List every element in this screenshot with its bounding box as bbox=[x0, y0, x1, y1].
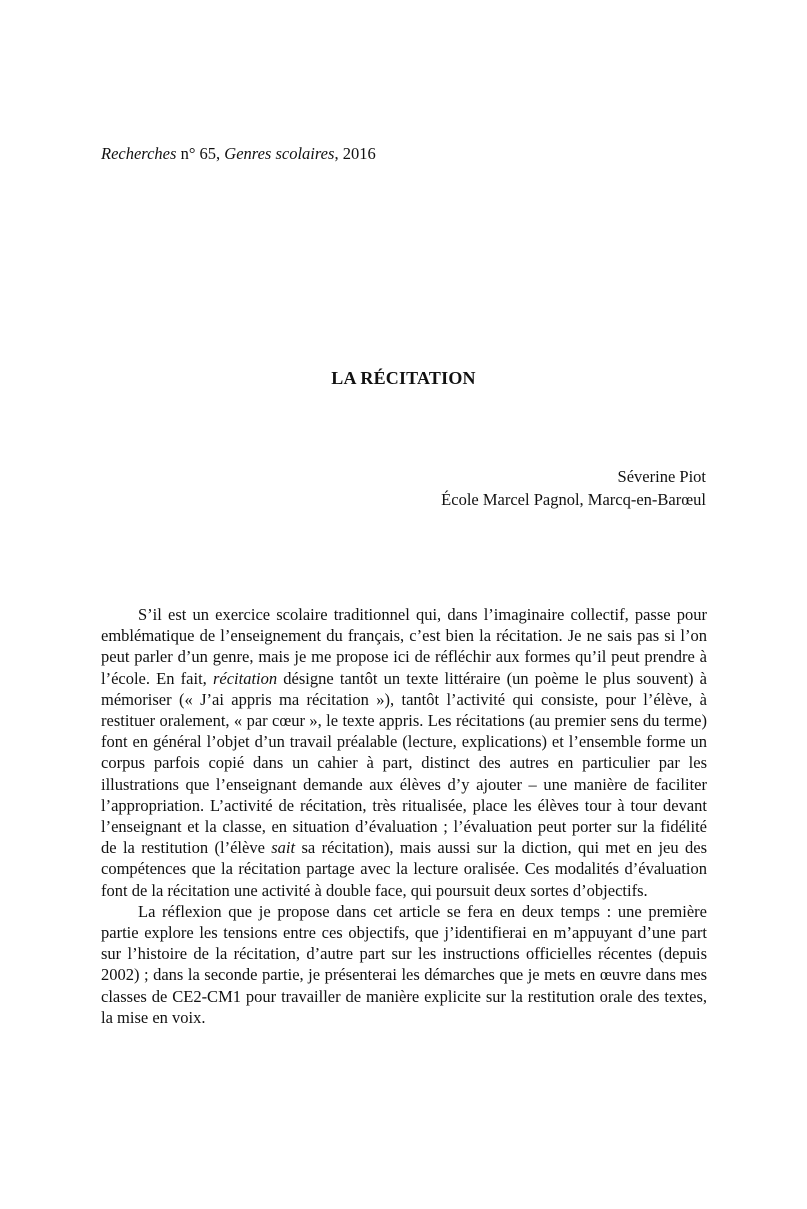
journal-name: Recherches bbox=[101, 144, 177, 163]
running-head bbox=[101, 143, 376, 165]
issue-title: Genres scolaires bbox=[224, 144, 335, 163]
paragraph-2: La réflexion que je propose dans cet article se fera en deux temps : une première partie explore les tensions entre ces objectifs, que j’identifierai en m’appuyant d’une part sur l’histoire de la récitation, d’autre part sur les instructions officielles récentes (depuis 2002) ; dans la seconde partie, je présenterai les démarches que je mets en œuvre dans mes classes de CE2-CM1 pour travailler de manière explicite sur la restitution orale des textes, la mise en voix. bbox=[101, 901, 707, 1027]
paragraph-1-part-2: désigne tantôt un texte littéraire (un poème le plus souvent) à mémoriser (« J’ai appris ma récitation »), tantôt l’activité qui consiste, pour l’élève, à restituer oralement, « par cœur », le texte appris. Les récitations (au premier sens du terme) font en général l’objet d’un travail préalable (lecture, explications) et l’ensemble forme un corpus parfois copié dans un cahier à part, distinct des autres en particulier par les illustrations que l’enseignant demande aux élèves d’y ajouter – une manière de faciliter l’appropriation. L’activité de récitation, très ritualisée, place les élèves tour à tour devant l’enseignant et la classe, en situation d’évaluation ; l’évaluation peut porter sur la fidélité de la restitution (l’élève bbox=[101, 668, 707, 858]
emphasis-recitation: récitation bbox=[212, 668, 278, 688]
author-byline bbox=[441, 466, 706, 511]
paragraph-1-part-3: sa récitation), mais aussi sur la diction, qui met en jeu des compétences que la récitation partage avec la lecture oralisée. Ces modalités d’évaluation font de la récitation une activité à double face, qui poursuit deux sortes d’objectifs. bbox=[101, 838, 707, 900]
article-title: LA RÉCITATION bbox=[331, 368, 476, 388]
author-affiliation: École Marcel Pagnol, Marcq-en-Barœul bbox=[441, 489, 706, 509]
paragraph-1-part-1: S’il est un exercice scolaire traditionnel qui, dans l’imaginaire collectif, passe pour emblématique de l’enseignement du français, c’est bien la récitation. Je ne sais pas si l’on peut parler d’un genre, mais je me propose ici de réfléchir aux formes qu’il peut prendre à l’école. En fait, bbox=[101, 605, 707, 688]
issue-number: n° 65, bbox=[176, 144, 225, 163]
paragraph-1 bbox=[101, 604, 707, 901]
article-body bbox=[101, 604, 707, 1028]
author-name: Séverine Piot bbox=[617, 467, 706, 486]
publication-year: , 2016 bbox=[334, 144, 376, 163]
emphasis-sait: sait bbox=[271, 838, 296, 858]
